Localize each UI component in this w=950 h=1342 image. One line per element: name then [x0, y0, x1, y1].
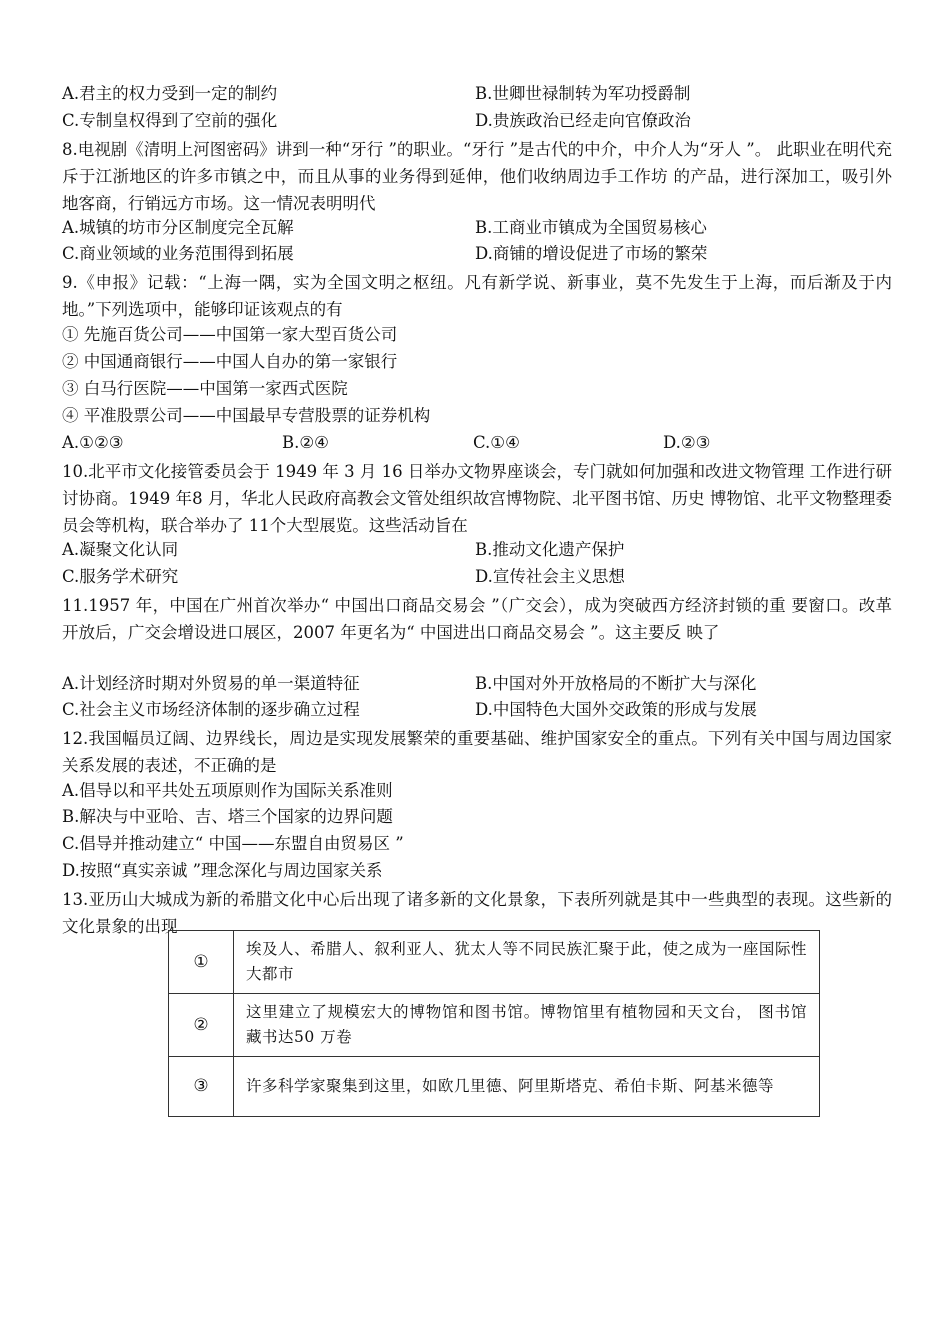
q11-option-b: B.中国对外开放格局的不断扩大与深化 — [475, 674, 757, 693]
q10-stem: 10.北平市文化接管委员会于 1949 年 3 月 16 日举办文物界座谈会，专门就如何加强和改进文物管理 工作进行研讨协商。1949 年8 月，华北人民政府高教会文管处组织故宫博物院、北平图书馆、历史 博物馆、北平文物整理委员会等机构，联合举办了 11个大型展览。这些活动旨在 — [62, 462, 892, 535]
table-row — [169, 931, 820, 994]
q9-item-4: ④ 平准股票公司——中国最早专营股票的证券机构 — [62, 406, 431, 425]
q10-option-a: A.凝聚文化认同 — [62, 540, 179, 559]
table-cell-num: ② — [169, 994, 234, 1057]
q11-option-a: A.计划经济时期对外贸易的单一渠道特征 — [62, 674, 360, 693]
table-cell-num: ① — [169, 931, 234, 994]
q7-option-c: C.专制皇权得到了空前的强化 — [62, 111, 278, 130]
table-row — [169, 994, 820, 1057]
q9-option-d: D.②③ — [663, 433, 711, 452]
q11-option-c: C.社会主义市场经济体制的逐步确立过程 — [62, 700, 360, 719]
q8-option-d: D.商铺的增设促进了市场的繁荣 — [475, 244, 708, 263]
q12-option-a: A.倡导以和平共处五项原则作为国际关系准则 — [62, 781, 393, 800]
q9-option-b: B.②④ — [282, 433, 329, 452]
table-cell-text: 这里建立了规模宏大的博物馆和图书馆。博物馆里有植物园和天文台， 图书馆藏书达50 万卷 — [234, 994, 820, 1057]
table-cell-text: 许多科学家聚集到这里，如欧几里德、阿里斯塔克、希伯卡斯、阿基米德等 — [234, 1057, 820, 1117]
q8-option-c: C.商业领域的业务范围得到拓展 — [62, 244, 294, 263]
q7-option-a: A.君主的权力受到一定的制约 — [62, 84, 278, 103]
q11-stem: 11.1957 年，中国在广州首次举办“ 中国出口商品交易会 ”（广交会），成为突破西方经济封锁的重 要窗口。改革开放后，广交会增设进口展区，2007 年更名为“ 中国进出口商品交易会 ”。这主要反 映了 — [62, 596, 892, 642]
q10-option-d: D.宣传社会主义思想 — [475, 567, 625, 586]
q9-stem: 9.《申报》记载：“上海一隅，实为全国文明之枢纽。凡有新学说、新事业，莫不先发生于上海，而后渐及于内地。”下列选项中，能够印证该观点的有 — [62, 273, 892, 319]
table-cell-num: ③ — [169, 1057, 234, 1117]
q13-stem: 13.亚历山大城成为新的希腊文化中心后出现了诸多新的文化景象，下表所列就是其中一些典型的表现。这些新的文化景象的出现 — [62, 890, 892, 936]
q7-option-b: B.世卿世禄制转为军功授爵制 — [475, 84, 691, 103]
q13-culture-table — [168, 930, 820, 1117]
q11-option-d: D.中国特色大国外交政策的形成与发展 — [475, 700, 757, 719]
q9-option-a: A.①②③ — [62, 433, 124, 452]
q10-option-b: B.推动文化遗产保护 — [475, 540, 625, 559]
q9-item-2: ② 中国通商银行——中国人自办的第一家银行 — [62, 352, 398, 371]
table-row — [169, 1057, 820, 1117]
q8-option-a: A.城镇的坊市分区制度完全瓦解 — [62, 218, 294, 237]
q12-option-c: C.倡导并推动建立“ 中国——东盟自由贸易区 ” — [62, 834, 404, 853]
q12-option-d: D.按照“真实亲诚 ”理念深化与周边国家关系 — [62, 861, 383, 880]
q9-item-3: ③ 白马行医院——中国第一家西式医院 — [62, 379, 348, 398]
q10-option-c: C.服务学术研究 — [62, 567, 179, 586]
q12-option-b: B.解决与中亚哈、吉、塔三个国家的边界问题 — [62, 807, 393, 826]
q8-stem: 8.电视剧《清明上河图密码》讲到一种“牙行 ”的职业。“牙行 ”是古代的中介，中介人为“牙人 ”。 此职业在明代充斥于江浙地区的许多市镇之中，而且从事的业务得到延伸，他们收纳周边手工作坊 的产品，进行深加工，吸引外地客商，行销远方市场。这一情况表明明代 — [62, 140, 892, 213]
q9-option-c: C.①④ — [473, 433, 520, 452]
q9-item-1: ① 先施百货公司——中国第一家大型百货公司 — [62, 325, 398, 344]
q8-option-b: B.工商业市镇成为全国贸易核心 — [475, 218, 707, 237]
table-cell-text: 埃及人、希腊人、叙利亚人、犹太人等不同民族汇聚于此，使之成为一座国际性大都市 — [234, 931, 820, 994]
q7-option-d: D.贵族政治已经走向官僚政治 — [475, 111, 691, 130]
q12-stem: 12.我国幅员辽阔、边界线长，周边是实现发展繁荣的重要基础、维护国家安全的重点。下列有关中国与周边国家关系发展的表述，不正确的是 — [62, 729, 892, 775]
